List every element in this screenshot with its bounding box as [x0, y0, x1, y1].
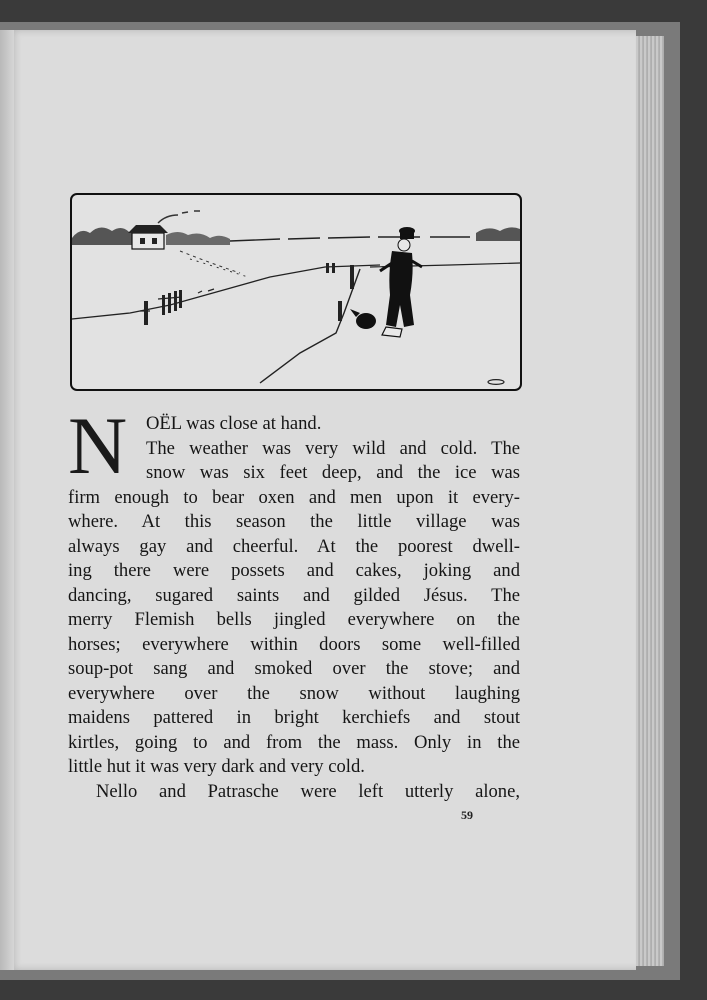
text-line: maidens pattered in bright kerchiefs and stout — [68, 707, 520, 728]
page-number: 59 — [461, 808, 473, 822]
text-line: snow was six feet deep, and the ice was — [146, 462, 520, 483]
text-line: dancing, sugared saints and gilded Jésus. The — [68, 584, 520, 606]
text-line: The weather was very wild and cold. The — [146, 437, 520, 459]
text-line: everywhere over the snow without laughing — [68, 682, 520, 704]
text-line: Nello and Patrasche were left utterly alone, — [96, 780, 520, 802]
book-spine — [0, 30, 14, 970]
text-line: soup-pot sang and smoked over the stove; and — [68, 658, 520, 679]
page-text — [68, 400, 520, 804]
winter-landscape-illustration — [70, 193, 522, 391]
text-line: kirtles, going to and from the mass. Only in the — [68, 731, 520, 753]
page-edges — [632, 36, 664, 966]
text-line: OËL was close at hand. — [146, 413, 322, 434]
text-line: where. At this season the little village was — [68, 511, 520, 532]
text-line: firm enough to bear oxen and men upon it every- — [68, 486, 520, 508]
text-line: ing there were possets and cakes, joking and — [68, 560, 520, 581]
drop-cap: N — [68, 400, 128, 491]
text-line: always gay and cheerful. At the poorest dwell- — [68, 535, 520, 557]
text-line: merry Flemish bells jingled everywhere on the — [68, 609, 520, 630]
text-line: little hut it was very dark and very cold. — [68, 756, 365, 777]
text-line: horses; everywhere within doors some well-filled — [68, 633, 520, 655]
